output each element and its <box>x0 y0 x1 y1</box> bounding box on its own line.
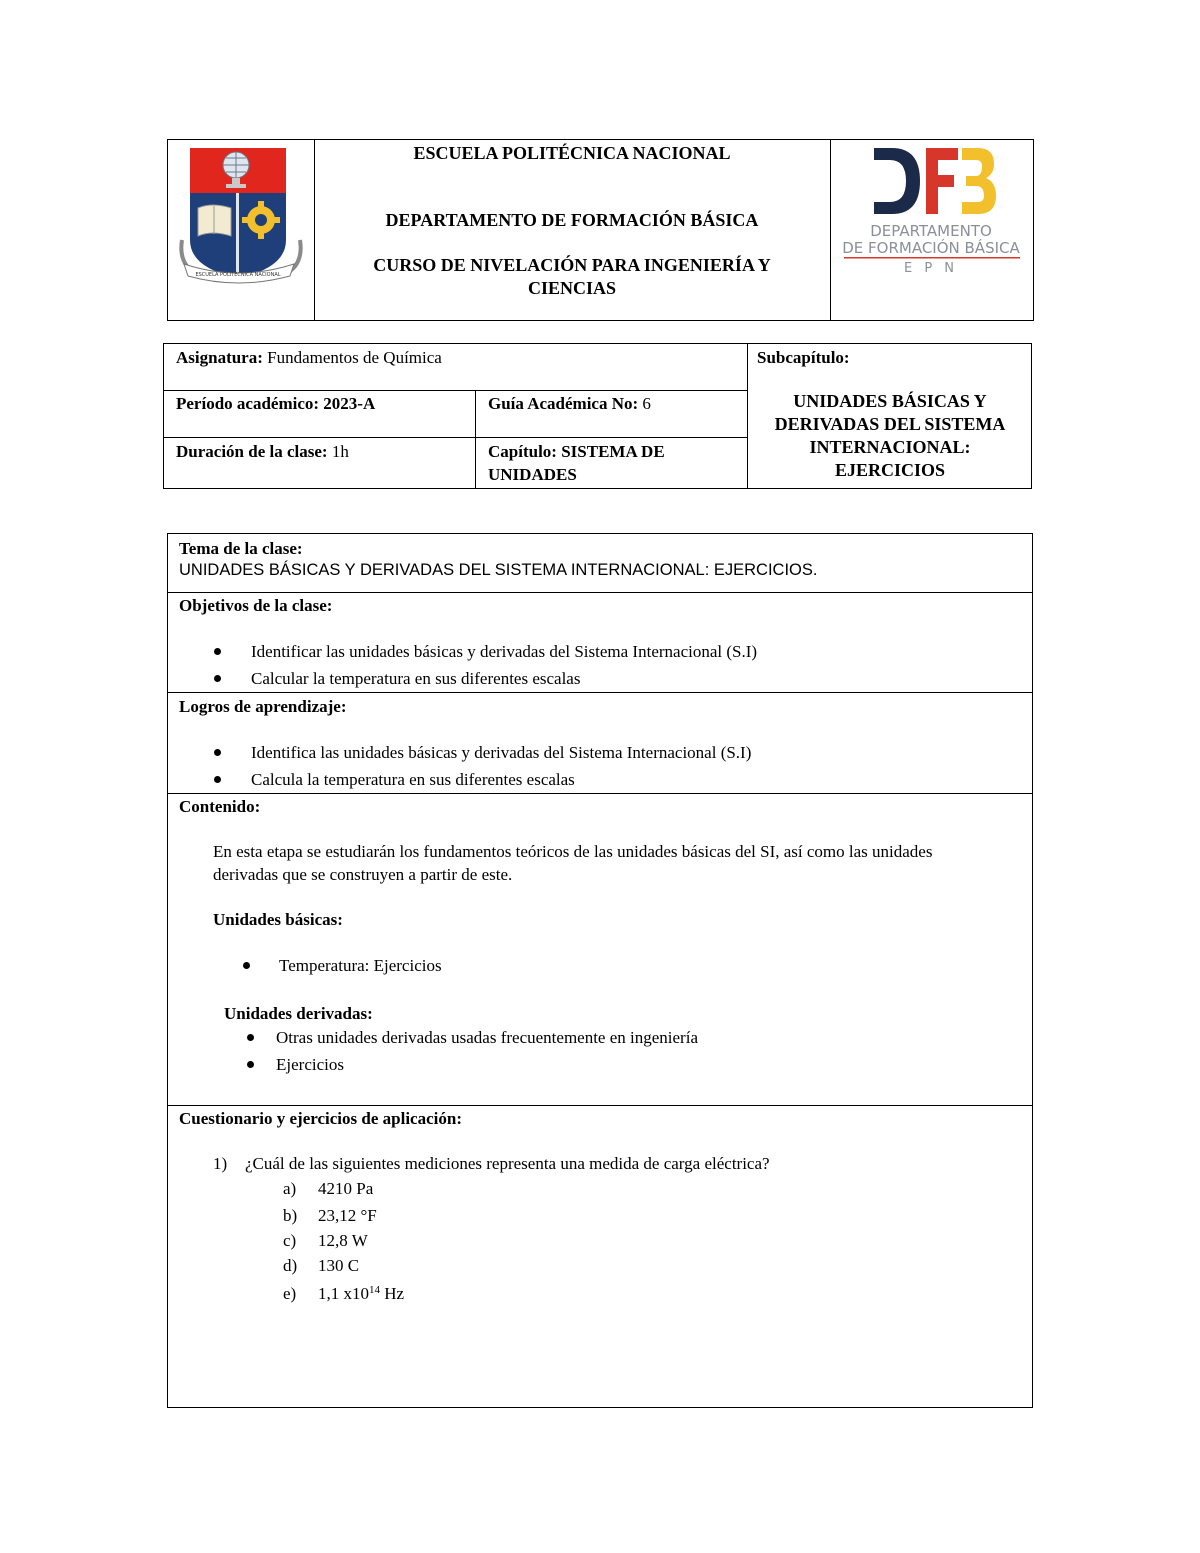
bullet-icon <box>247 1061 254 1068</box>
capitulo-label-line2: UNIDADES <box>488 465 577 484</box>
header-table <box>167 139 1034 321</box>
option-letter: a) <box>283 1179 297 1198</box>
basicas-item: Temperatura: Ejercicios <box>279 956 442 975</box>
logro-item: Calcula la temperatura en sus diferentes escalas <box>251 770 575 789</box>
info-divider-inner <box>475 390 476 488</box>
question-number: 1) <box>213 1154 228 1173</box>
asignatura-label: Asignatura: <box>176 348 263 367</box>
info-row-line-2 <box>164 437 747 438</box>
row-separator <box>168 692 1032 693</box>
derivadas-item: Otras unidades derivadas usadas frecuentemente en ingeniería <box>276 1028 698 1047</box>
subcapitulo-line: INTERNACIONAL: <box>809 437 971 457</box>
header-title-cell <box>314 140 831 320</box>
logros-label: Logros de aprendizaje: <box>179 697 347 716</box>
duracion-field <box>176 440 349 463</box>
tema-label: Tema de la clase: <box>179 539 303 558</box>
periodo-field <box>176 392 375 415</box>
main-table <box>167 533 1033 1408</box>
subcapitulo-value <box>749 390 1031 482</box>
capitulo-label: Capítulo: SISTEMA DE <box>488 442 665 461</box>
duracion-value: 1h <box>331 442 349 461</box>
derivadas-item: Ejercicios <box>276 1055 344 1074</box>
duracion-label: Duración de la clase: <box>176 442 328 461</box>
info-row-line-1 <box>164 390 747 391</box>
option-text: 130 C <box>318 1256 360 1275</box>
subcapitulo-line: DERIVADAS DEL SISTEMA <box>774 414 1006 434</box>
row-separator <box>168 1105 1032 1106</box>
subcapitulo-line: UNIDADES BÁSICAS Y <box>793 391 987 411</box>
bullet-icon <box>247 1034 254 1041</box>
guia-label: Guía Académica No: <box>488 394 639 413</box>
logo-motto: ESCUELA POLITÉCNICA NACIONAL <box>195 272 281 278</box>
cuestionario-label: Cuestionario y ejercicios de aplicación: <box>179 1109 462 1128</box>
option-letter: c) <box>283 1231 297 1250</box>
option-text: 1,1 $x10^{14}$ Hz <box>318 1284 405 1303</box>
department-title: DEPARTAMENTO DE FORMACIÓN BÁSICA <box>385 210 759 230</box>
dfb-logo-line2: DE FORMACIÓN BÁSICA <box>842 239 1020 257</box>
exponent: 14 <box>369 1284 380 1296</box>
objetivos-label: Objetivos de la clase: <box>179 596 333 615</box>
tema-value: UNIDADES BÁSICAS Y DERIVADAS DEL SISTEMA INTERNACIONAL: EJERCICIOS. <box>179 561 818 579</box>
subcapitulo-line: EJERCICIOS <box>834 460 946 480</box>
option-text: 4210 Pa <box>318 1179 374 1198</box>
dfb-logo-line3: E P N <box>903 261 959 276</box>
periodo-label: Período académico: 2023-A <box>176 394 376 413</box>
dfb-logo-line1: DEPARTAMENTO <box>870 222 992 240</box>
guia-value: 6 <box>642 394 651 413</box>
question-text: ¿Cuál de las siguientes mediciones representa una medida de carga eléctrica? <box>245 1154 770 1173</box>
option-letter: b) <box>283 1206 298 1225</box>
info-table <box>163 343 1032 489</box>
objetivo-item: Calcular la temperatura en sus diferentes escalas <box>251 669 581 688</box>
derivadas-label: Unidades derivadas: <box>224 1004 373 1023</box>
bullet-icon <box>214 675 221 682</box>
institution-title: ESCUELA POLITÉCNICA NACIONAL <box>413 143 731 163</box>
guia-field <box>488 392 651 415</box>
contenido-label: Contenido: <box>179 797 261 816</box>
bullet-icon <box>214 749 221 756</box>
dfb-logo-cell <box>830 140 1033 320</box>
objetivo-item: Identificar las unidades básicas y derivadas del Sistema Internacional (S.I) <box>251 642 758 661</box>
course-title-line1: CURSO DE NIVELACIÓN PARA INGENIERÍA Y <box>373 255 771 275</box>
course-title-line2: CIENCIAS <box>527 278 617 298</box>
option-letter: d) <box>283 1256 298 1275</box>
epn-crest-logo <box>168 140 314 322</box>
dfb-logo <box>830 140 1033 322</box>
contenido-paragraph-line1: En esta etapa se estudiarán los fundamentos teóricos de las unidades básicas del SI, así como las unidades <box>213 842 933 861</box>
option-text: 12,8 W <box>318 1231 368 1250</box>
basicas-label: Unidades básicas: <box>213 910 343 929</box>
subcapitulo-label: Subcapítulo: <box>757 348 850 367</box>
epn-logo-cell <box>168 140 315 320</box>
logro-item: Identifica las unidades básicas y derivadas del Sistema Internacional (S.I) <box>251 743 752 762</box>
row-separator <box>168 592 1032 593</box>
contenido-paragraph-line2: derivadas que se construyen a partir de este. <box>213 865 513 884</box>
bullet-icon <box>243 962 250 969</box>
asignatura-field <box>176 346 442 369</box>
bullet-icon <box>214 648 221 655</box>
option-text: 23,12 °F <box>318 1206 377 1225</box>
option-letter: e) <box>283 1284 297 1303</box>
info-divider-main <box>747 344 748 488</box>
capitulo-field <box>488 440 665 486</box>
asignatura-value: Fundamentos de Química <box>267 348 442 367</box>
row-separator <box>168 793 1032 794</box>
bullet-icon <box>214 776 221 783</box>
